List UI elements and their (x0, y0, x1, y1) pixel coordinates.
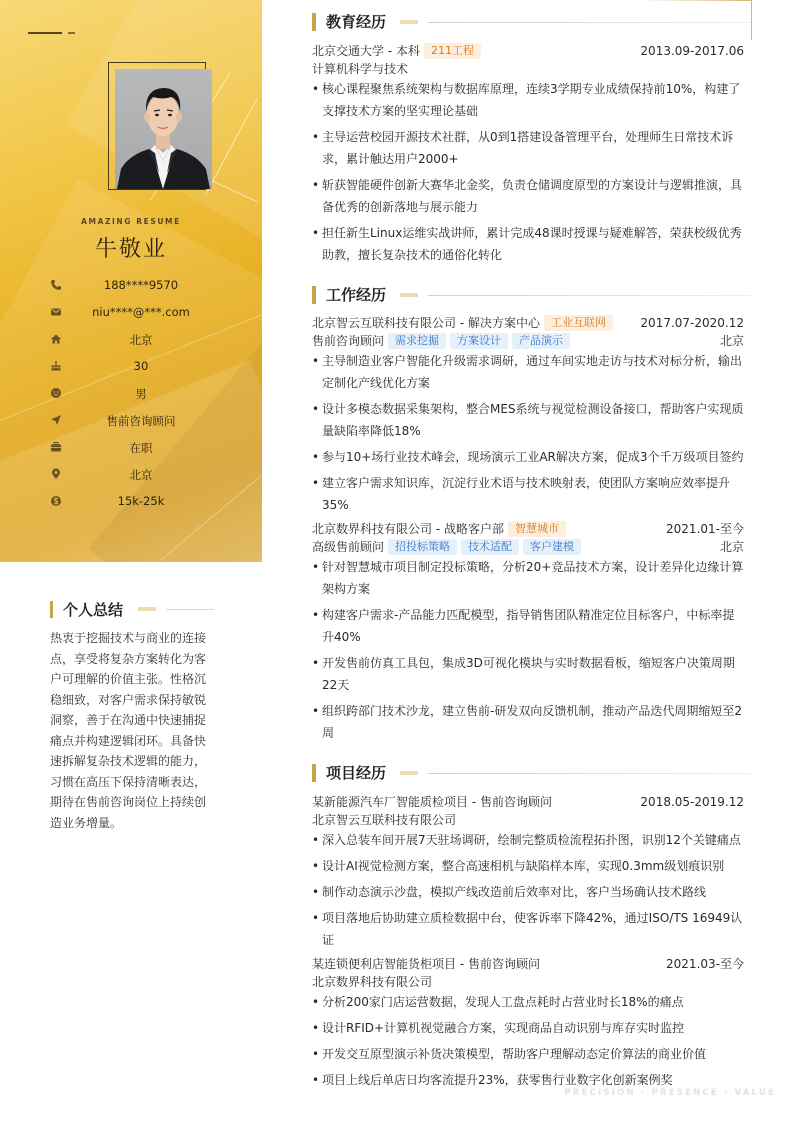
skill-tag: 技术适配 (461, 539, 519, 555)
project-period: 2021.03-至今 (666, 957, 744, 971)
work-entry (312, 520, 744, 748)
job-period: 2017.07-2020.12 (640, 316, 744, 330)
skill-tag: 产品演示 (512, 333, 570, 349)
info-row-age: 30 (0, 356, 262, 383)
list-item: • 分析200家门店运营数据，发现人工盘点耗时占营业时长18%的痛点 (312, 991, 744, 1013)
summary-decor-pill (138, 607, 156, 611)
resume-tagline: AMAZING RESUME (81, 217, 181, 226)
info-row-email: niu****@***.com (0, 302, 262, 329)
info-row-phone: 188****9570 (0, 275, 262, 302)
school-tag: 211工程 (424, 43, 481, 59)
work-entry (312, 314, 744, 520)
list-item: • 项目上线后单店日均客流提升23%，获零售行业数字化创新案例奖 (312, 1069, 744, 1091)
decor-dash-small (68, 32, 75, 34)
project-bullets (312, 829, 744, 951)
info-row-status: 在职 (0, 437, 262, 464)
section-title: 教育经历 (326, 13, 387, 31)
skill-tag: 招投标策略 (388, 539, 457, 555)
candidate-name: 牛敬业 (94, 237, 167, 262)
footer-watermark: PRECISION · PRESENCE · VALUE (564, 1088, 776, 1098)
education-entry (312, 42, 744, 270)
education-period: 2013.09-2017.06 (640, 44, 744, 58)
info-row-position: 售前咨询顾问 (0, 410, 262, 437)
avatar (115, 69, 212, 189)
project-company: 北京数界科技有限公司 (312, 975, 433, 989)
list-item: • 主导运营校园开源技术社群，从0到1搭建设备管理平台，处理师生日常技术诉求，累计触达用户2000+ (312, 126, 744, 170)
section-header-projects (312, 763, 744, 783)
info-row-gender: 男 (0, 383, 262, 410)
list-item: • 设计RFID+计算机视觉融合方案，实现商品自动识别与库存实时监控 (312, 1017, 744, 1039)
list-item: • 主导制造业客户智能化升级需求调研，通过车间实地走访与技术对标分析，输出定制化产线优化方案 (312, 350, 744, 394)
section-title: 项目经历 (326, 764, 387, 782)
info-row-salary: 15k-25k (0, 491, 262, 518)
job-city: 北京 (719, 540, 744, 554)
project-company: 北京智云互联科技有限公司 (312, 813, 457, 827)
education-bullets (312, 78, 744, 266)
list-item: • 项目落地后协助建立质检数据中台，使客诉率下降42%，通过ISO/TS 16949认证 (312, 907, 744, 951)
skill-tag: 方案设计 (450, 333, 508, 349)
info-row-home: 北京 (0, 329, 262, 356)
list-item: • 构建客户需求-产品能力匹配模型，指导销售团队精准定位目标客户，中标率提升40% (312, 604, 744, 648)
summary-title-bar (50, 601, 53, 618)
job-period: 2021.01-至今 (666, 522, 744, 536)
contact-info-list (0, 275, 262, 518)
corner-decor-top (640, 0, 752, 1)
job-bullets (312, 350, 744, 516)
list-item: • 设计AI视觉检测方案，整合高速相机与缺陷样本库，实现0.3mm级划痕识别 (312, 855, 744, 877)
info-row-location: 北京 (0, 464, 262, 491)
job-role: 高级售前顾问 (312, 540, 385, 554)
list-item: • 建立客户需求知识库，沉淀行业术语与技术映射表，使团队方案响应效率提升35% (312, 472, 744, 516)
list-item: • 开发售前仿真工具包，集成3D可视化模块与实时数据看板，缩短客户决策周期22天 (312, 652, 744, 696)
company-name: 北京智云互联科技有限公司 - 解决方案中心 (312, 316, 540, 330)
list-item: • 设计多模态数据采集架构，整合MES系统与视觉检测设备接口，帮助客户实现质量缺陷率降低18% (312, 398, 744, 442)
job-bullets (312, 556, 744, 744)
industry-tag: 工业互联网 (544, 315, 613, 331)
decor-dash (28, 32, 62, 34)
project-entry (312, 955, 744, 1095)
section-title: 工作经历 (326, 286, 387, 304)
major: 计算机科学与技术 (312, 62, 409, 76)
list-item: • 组织跨部门技术沙龙，建立售前-研发双向反馈机制，推动产品迭代周期缩短至2周 (312, 700, 744, 744)
summary-title: 个人总结 (63, 601, 124, 619)
skill-tag: 客户建模 (523, 539, 581, 555)
skill-tag: 需求挖掘 (388, 333, 446, 349)
job-role: 售前咨询顾问 (312, 334, 385, 348)
list-item: • 担任新生Linux运维实战讲师，累计完成48课时授课与疑难解答，荣获校级优秀助教，擅长复杂技术的通俗化转化 (312, 222, 744, 266)
section-header-education (312, 12, 744, 32)
list-item: • 斩获智能硬件创新大赛华北金奖，负责仓储调度原型的方案设计与逻辑推演，具备优秀的创新落地与展示能力 (312, 174, 744, 218)
project-bullets (312, 991, 744, 1091)
project-entry (312, 793, 744, 955)
industry-tag: 智慧城市 (508, 521, 566, 537)
school-name: 北京交通大学 - 本科 (312, 44, 420, 58)
summary-divider (166, 609, 214, 610)
project-name: 某连锁便利店智能货柜项目 - 售前咨询顾问 (312, 957, 540, 971)
list-item: • 核心课程聚焦系统架构与数据库原理，连续3学期专业成绩保持前10%，构建了支撑技术方案的坚实理论基础 (312, 78, 744, 122)
section-header-work (312, 285, 744, 305)
list-item: • 制作动态演示沙盘，模拟产线改造前后效率对比，客户当场确认技术路线 (312, 881, 744, 903)
list-item: • 针对智慧城市项目制定投标策略，分析20+竞品技术方案，设计差异化边缘计算架构方案 (312, 556, 744, 600)
job-city: 北京 (719, 334, 744, 348)
project-period: 2018.05-2019.12 (640, 795, 744, 809)
summary-text: 热衷于挖掘技术与商业的连接点，享受将复杂方案转化为客户可理解的价值主张。性格沉稳细致，对客户需求保持敏锐洞察，善于在沟通中快速捕捉痛点并构建逻辑闭环。具备快速拆解复杂技术逻辑的能力，习惯在高压下保持清晰表达，期待在售前咨询岗位上持续创造业务增量。 (50, 631, 207, 830)
project-name: 某新能源汽车厂智能质检项目 - 售前咨询顾问 (312, 795, 552, 809)
list-item: • 开发交互原型演示补货决策模型，帮助客户理解动态定价算法的商业价值 (312, 1043, 744, 1065)
company-name: 北京数界科技有限公司 - 战略客户部 (312, 522, 504, 536)
list-item: • 深入总装车间开展7天驻场调研，绘制完整质检流程拓扑图，识别12个关键痛点 (312, 829, 744, 851)
list-item: • 参与10+场行业技术峰会，现场演示工业AR解决方案，促成3个千万级项目签约 (312, 446, 744, 468)
